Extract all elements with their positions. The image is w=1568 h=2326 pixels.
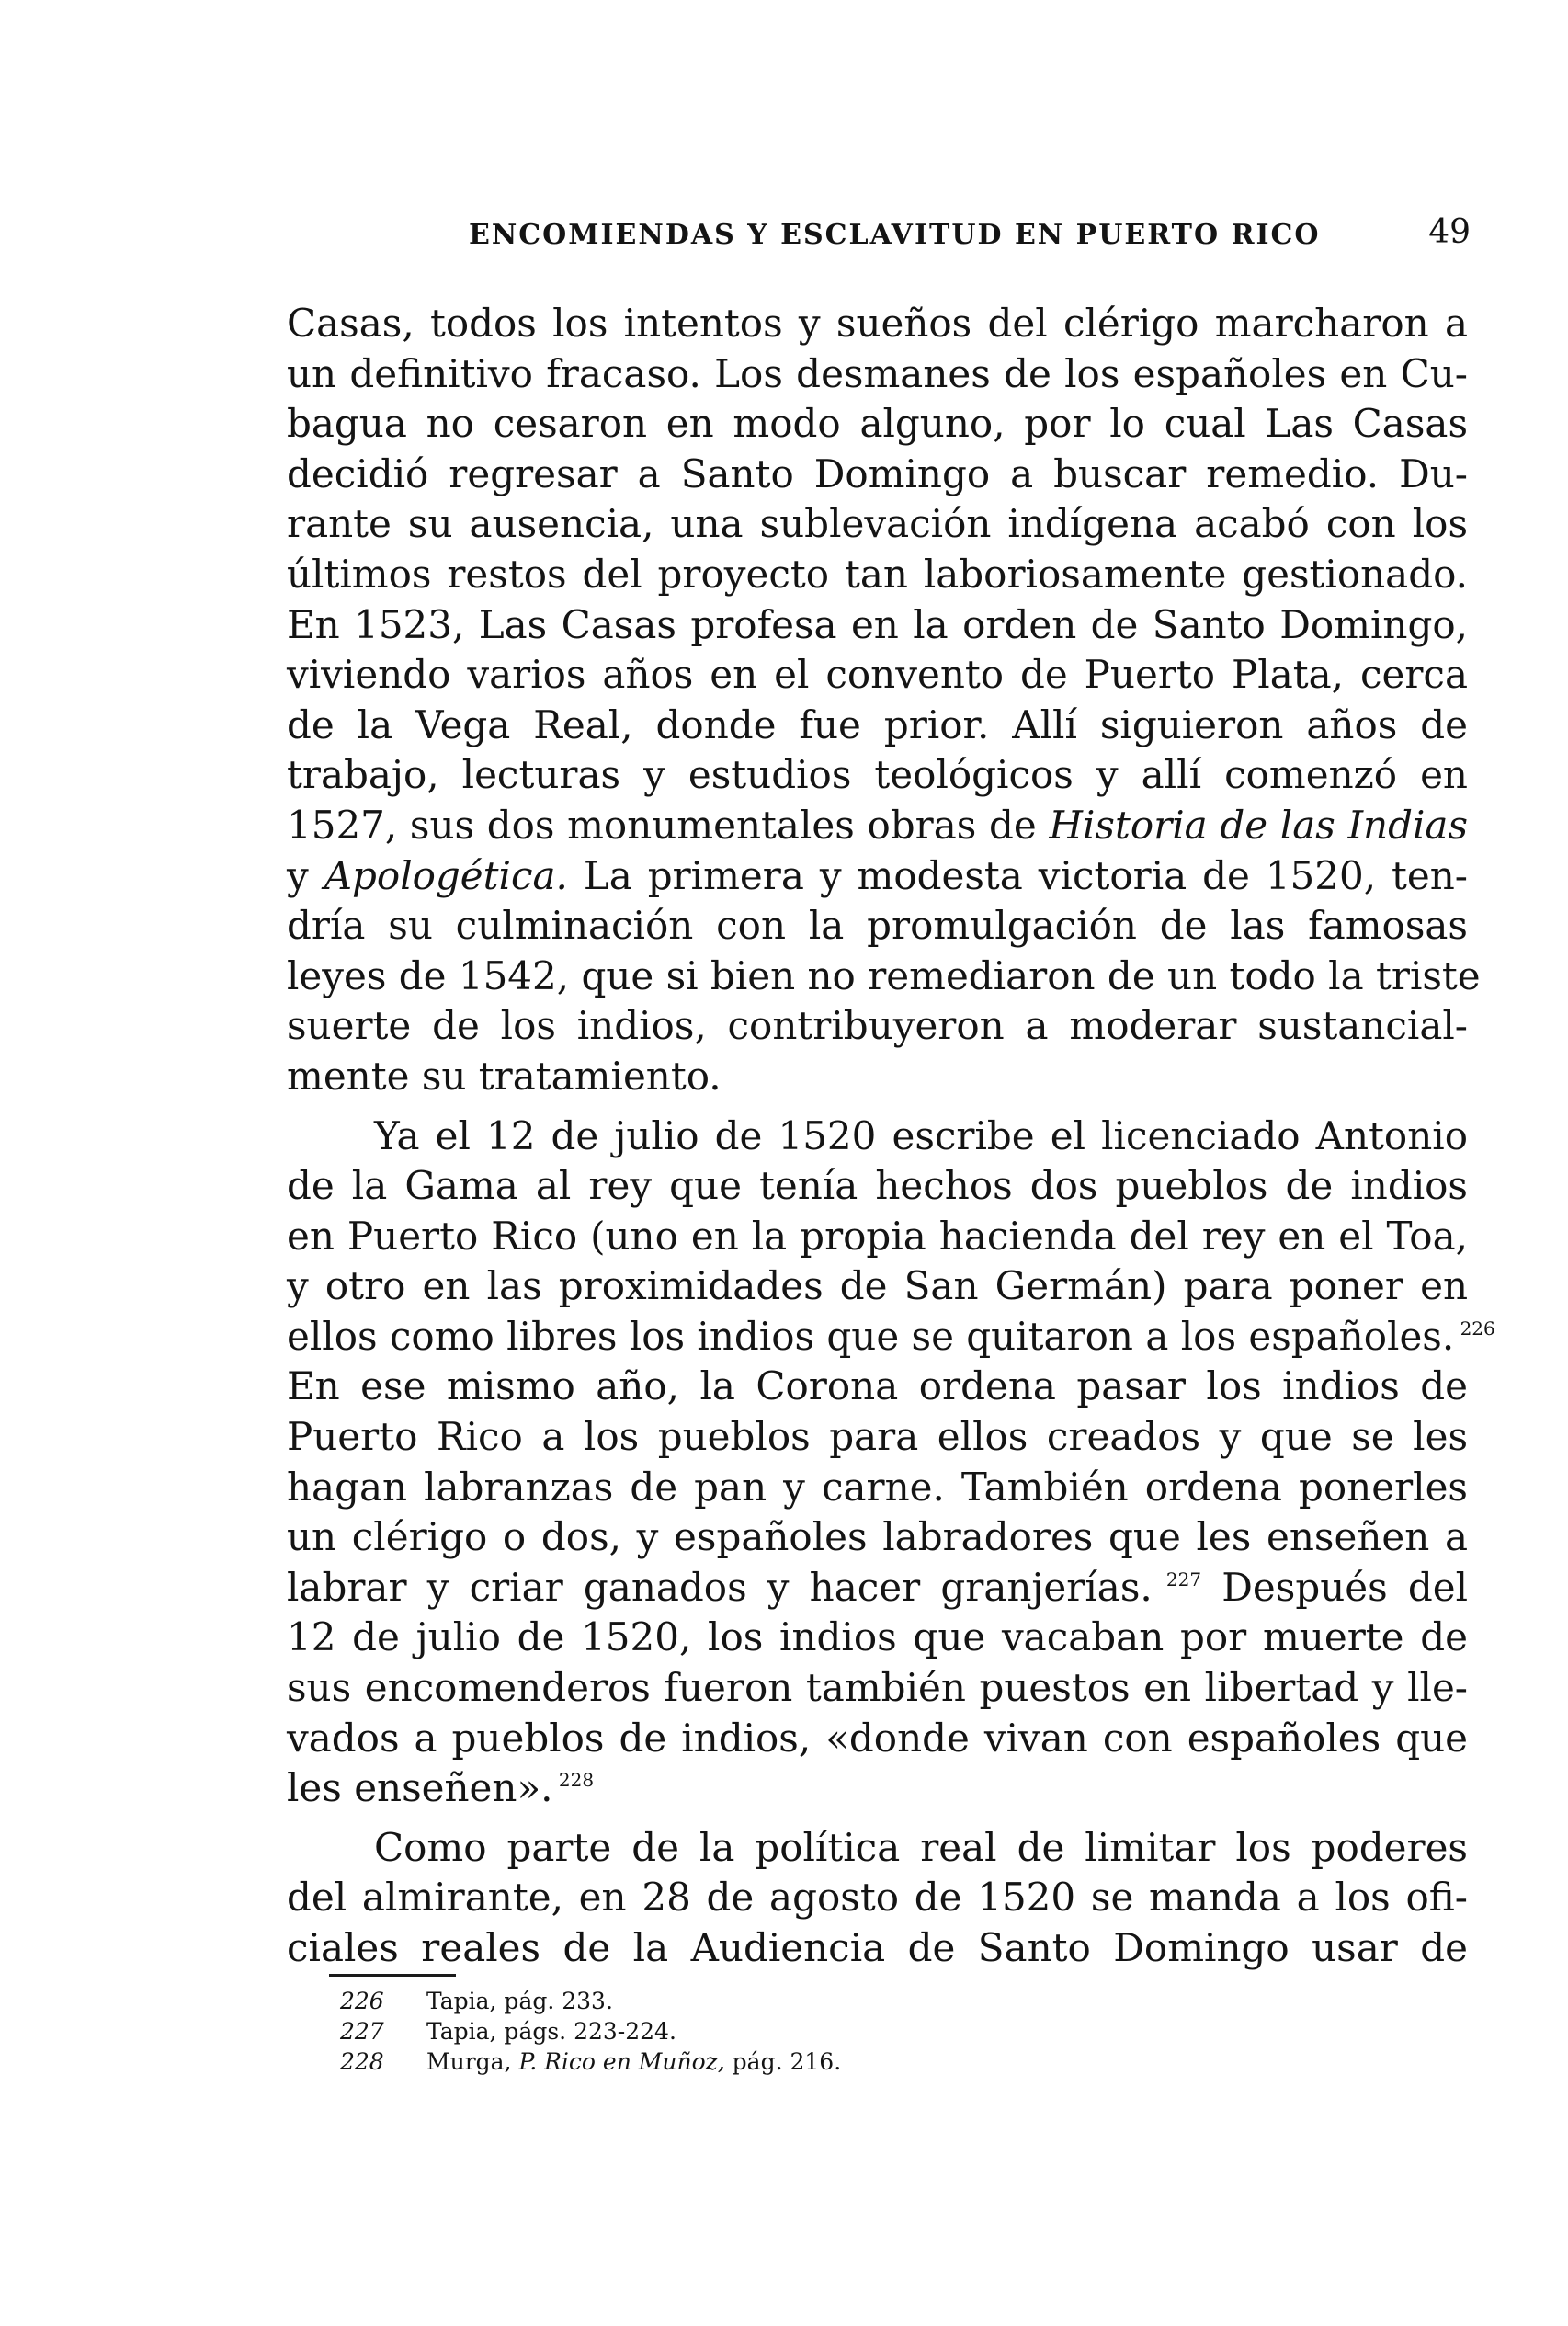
text-run: viviendo varios años en el convento de Puerto Plata, cerca (287, 652, 1468, 698)
text-run: Puerto Rico a los pueblos para ellos creados y que se les (287, 1414, 1468, 1460)
text-line (287, 450, 1468, 500)
text-line (287, 1362, 1468, 1412)
text-run: Ya el 12 de julio de 1520 escribe el licenciado Antonio (374, 1112, 1468, 1158)
italic-title: P. Rico en Muñoz, (518, 2048, 725, 2075)
text-run: de la Gama al rey que tenía hechos dos pueblos de indios (287, 1163, 1468, 1209)
text-run: leyes de 1542, que si bien no remediaron de un todo la triste (287, 952, 1481, 998)
footnote-reference: 227 (1152, 1568, 1202, 1591)
text-run: decidió regresar a Santo Domingo a buscar remedio. Du- (287, 450, 1468, 496)
text-line (287, 1512, 1468, 1563)
italic-title: Apologética. (324, 852, 568, 898)
text-run: rante su ausencia, una sublevación indígena acabó con los (287, 501, 1468, 547)
text-run: en Puerto Rico (uno en la propia hacienda del rey en el Toa, (287, 1213, 1468, 1259)
text-line (287, 1261, 1468, 1312)
text-line (287, 851, 1468, 902)
text-run: un definitivo fracaso. Los desmanes de los españoles en Cu- (287, 350, 1468, 396)
page-header (285, 213, 1471, 256)
text-run: 1527, sus dos monumentales obras de (287, 802, 1050, 848)
text-line (287, 801, 1468, 851)
text-run: Después del (1201, 1564, 1469, 1610)
text-line (287, 901, 1468, 952)
text-run: En ese mismo año, la Corona ordena pasar los indios de (287, 1363, 1468, 1409)
footnote-text (426, 2018, 676, 2045)
text-run: Tapia, pág. 233. (426, 1988, 613, 2014)
text-run: últimos restos del proyecto tan laboriosamente gestionado. (287, 551, 1468, 597)
text-run: trabajo, lecturas y estudios teológicos y allí comenzó en (287, 752, 1468, 798)
text-run: de la Vega Real, donde fue prior. Allí siguieron años de (287, 701, 1468, 747)
text-run: Casas, todos los intentos y sueños del clérigo marcharon a (287, 301, 1468, 346)
text-run: les enseñen». (287, 1765, 553, 1811)
text-run: pág. 216. (724, 2048, 842, 2075)
text-line (287, 600, 1468, 651)
text-line (287, 1873, 1468, 1923)
text-run: vados a pueblos de indios, «donde vivan con españoles que (287, 1715, 1468, 1761)
text-line (287, 1714, 1468, 1764)
text-line (287, 1001, 1468, 1052)
text-line (287, 952, 1481, 1002)
text-run: y otro en las proximidades de San Germán) para poner en (287, 1263, 1468, 1309)
body-text (287, 299, 1495, 1974)
text-line (287, 1112, 1468, 1162)
text-run: labrar y criar ganados y hacer granjerías. (287, 1564, 1153, 1610)
text-line (287, 1823, 1468, 1874)
text-run: Como parte de la política real de limitar los poderes (374, 1824, 1468, 1870)
text-line (287, 1212, 1468, 1262)
footnotes (340, 1986, 1075, 2077)
footnote-number: 227 (340, 2018, 384, 2045)
text-run: hagan labranzas de pan y carne. También ordena ponerles (287, 1464, 1468, 1510)
text-line (287, 1563, 1468, 1613)
text-run: y (287, 852, 324, 898)
text-line (287, 1613, 1468, 1663)
footnote-number: 228 (340, 2048, 384, 2075)
text-line (287, 299, 1468, 349)
paragraph (287, 1112, 1495, 1814)
text-run: La primera y modesta victoria de 1520, ten- (567, 852, 1468, 898)
text-line (287, 399, 1468, 450)
text-line (287, 1923, 1468, 1974)
text-line (287, 1463, 1468, 1513)
footnote-reference: 228 (552, 1769, 595, 1792)
text-line (287, 750, 1468, 801)
italic-title: Historia de las Indias (1049, 802, 1469, 848)
text-run: del almirante, en 28 de agosto de 1520 se manda a los ofi- (287, 1875, 1468, 1921)
running-title: ENCOMIENDAS Y ESCLAVITUD EN PUERTO RICO (469, 219, 1321, 251)
text-run: bagua no cesaron en modo alguno, por lo cual Las Casas (287, 401, 1468, 447)
footnote-separator (329, 1974, 456, 1977)
footnote-text (426, 1988, 613, 2014)
footnote-reference: 226 (1454, 1317, 1495, 1340)
text-run: dría su culminación con la promulgación de las famosas (287, 903, 1468, 949)
paragraph (287, 1823, 1468, 1974)
text-line (287, 550, 1468, 600)
text-line (287, 1412, 1468, 1463)
text-line (287, 1161, 1468, 1212)
text-line (287, 1663, 1468, 1714)
text-run: Tapia, págs. 223-224. (426, 2018, 676, 2045)
paragraph (287, 299, 1481, 1102)
text-line (287, 701, 1468, 751)
text-run: un clérigo o dos, y españoles labradores que les enseñen a (287, 1514, 1468, 1560)
text-run: ciales reales de la Audiencia de Santo Domingo usar de (287, 1925, 1468, 1970)
text-line (287, 349, 1468, 400)
text-line (287, 650, 1468, 701)
text-run: En 1523, Las Casas profesa en la orden de Santo Domingo, (287, 601, 1468, 647)
text-run: 12 de julio de 1520, los indios que vacaban por muerte de (287, 1614, 1468, 1660)
text-line (287, 1312, 1495, 1363)
text-line (287, 1052, 1468, 1102)
text-run: sus encomenderos fueron también puestos en libertad y lle- (287, 1665, 1468, 1711)
footnote-text (426, 2048, 841, 2075)
footnote (340, 2047, 1075, 2077)
text-line (287, 499, 1468, 550)
page-number: 49 (1428, 213, 1471, 251)
text-run: ellos como libres los indios que se quitaron a los españoles. (287, 1313, 1455, 1359)
footnote (340, 1986, 1075, 2016)
text-run: suerte de los indios, contribuyeron a moderar sustancial- (287, 1003, 1468, 1049)
text-line (287, 1763, 1468, 1814)
footnote-number: 226 (340, 1988, 384, 2014)
text-run: Murga, (426, 2048, 519, 2075)
footnote (340, 2016, 1075, 2047)
text-run: mente su tratamiento. (287, 1053, 722, 1099)
